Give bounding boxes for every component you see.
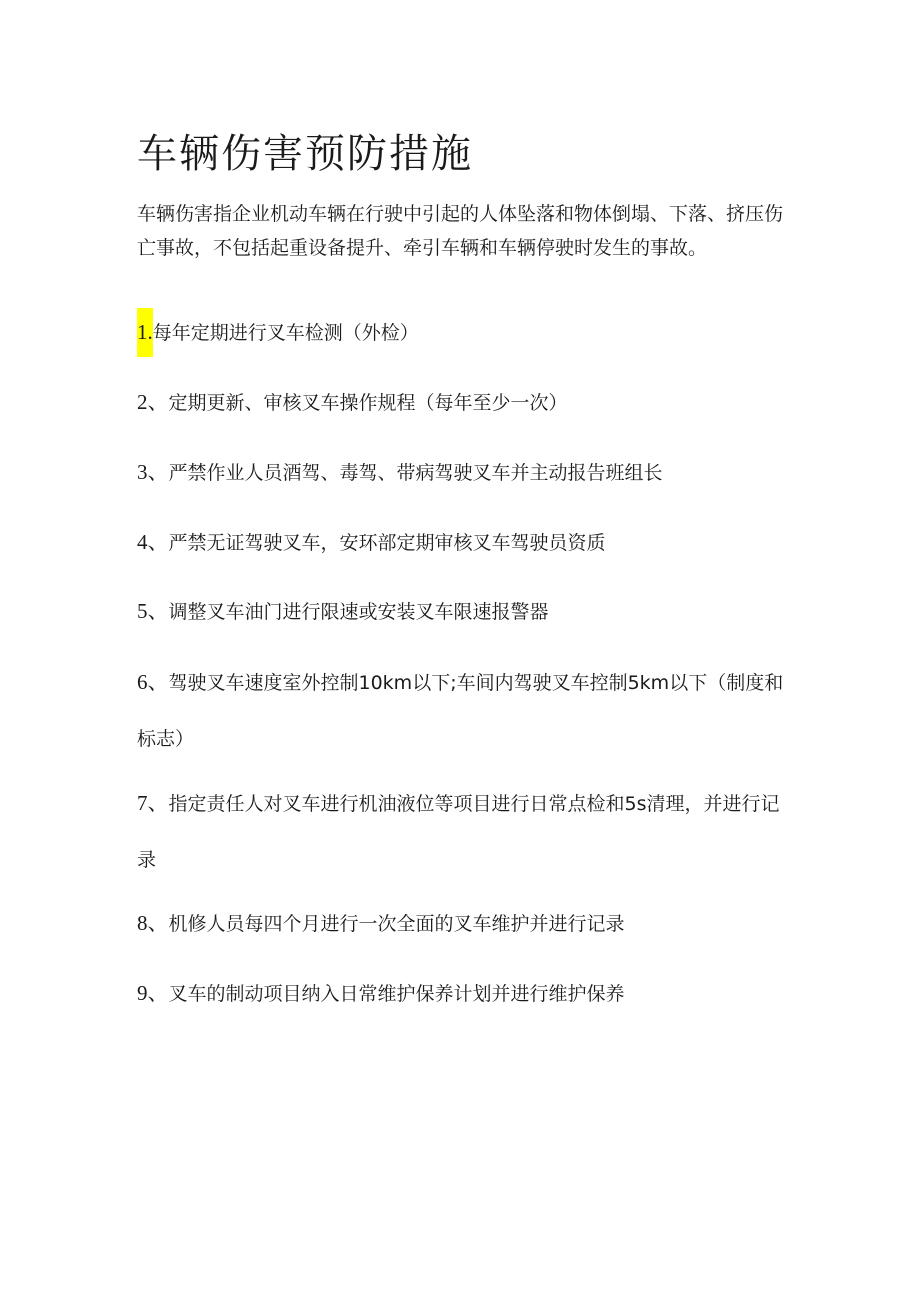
list-item-1 <box>137 304 787 361</box>
list-item-text: 每年定期进行叉车检测（外检） <box>152 322 419 344</box>
list-item-6 <box>137 654 787 767</box>
list-item-text: 指定责任人对叉车进行机油液位等项目进行日常点检和5s清理，并进行记录 <box>137 793 780 871</box>
intro-paragraph: 车辆伤害指企业机动车辆在行驶中引起的人体坠落和物体倒塌、下落、挤压伤亡事故，不包括起重设备提升、牵引车辆和车辆停驶时发生的事故。 <box>137 203 784 259</box>
list-item-4 <box>137 514 787 571</box>
list-item-number: 8、 <box>137 911 169 935</box>
list-item-text: 严禁无证驾驶叉车，安环部定期审核叉车驾驶员资质 <box>168 532 606 554</box>
list-item-number: 9、 <box>137 981 169 1005</box>
list-item-number: 6、 <box>137 670 169 694</box>
list-item-number-highlighted: 1. <box>137 308 153 357</box>
list-item-text: 叉车的制动项目纳入日常维护保养计划并进行维护保养 <box>168 983 625 1005</box>
list-item-number: 2、 <box>137 390 169 414</box>
list-item-number: 3、 <box>137 460 169 484</box>
list-item-3 <box>137 444 787 501</box>
list-item-text: 定期更新、审核叉车操作规程（每年至少一次） <box>168 392 568 414</box>
list-item-number: 7、 <box>137 791 169 815</box>
list-item-number: 4、 <box>137 530 169 554</box>
list-item-text: 调整叉车油门进行限速或安装叉车限速报警器 <box>168 601 549 623</box>
document-title: 车辆伤害预防措施 <box>137 131 473 177</box>
list-item-text: 严禁作业人员酒驾、毒驾、带病驾驶叉车并主动报告班组长 <box>168 462 663 484</box>
list-item-text: 驾驶叉车速度室外控制10km以下;车间内驾驶叉车控制5km以下（制度和标志） <box>137 672 784 750</box>
list-item-number: 5、 <box>137 599 169 623</box>
list-item-8 <box>137 895 787 952</box>
list-item-9 <box>137 965 787 1022</box>
list-item-2 <box>137 374 787 431</box>
list-item-7 <box>137 775 787 888</box>
list-item-text: 机修人员每四个月进行一次全面的叉车维护并进行记录 <box>168 913 625 935</box>
list-item-5 <box>137 583 787 640</box>
